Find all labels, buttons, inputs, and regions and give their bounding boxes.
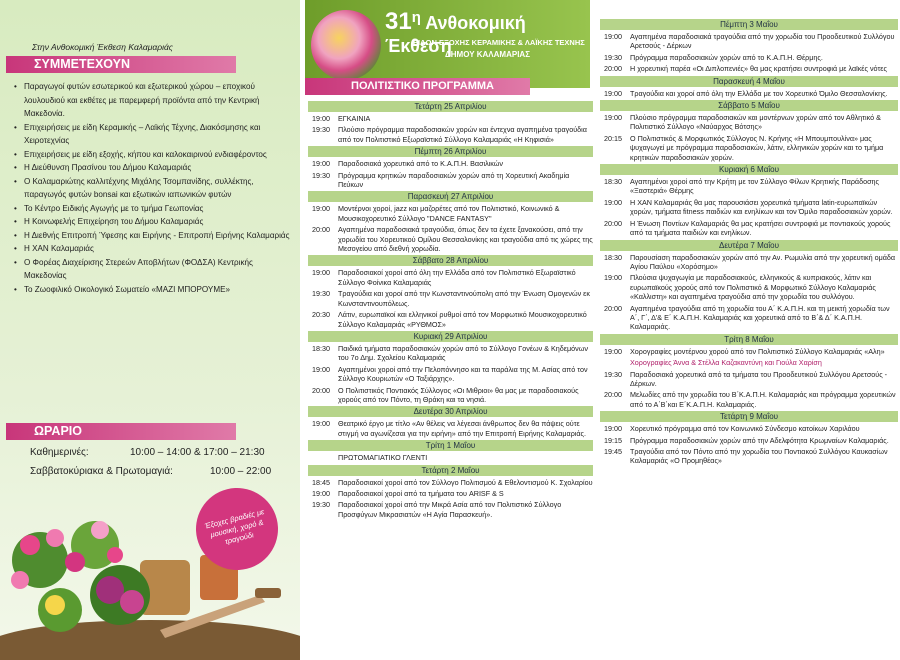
entry-description: Αγαπημένα τραγούδια από τη χορωδία του Α΄ Κ.Α.Π.Η. και τη μεικτή χορωδία των Α΄, Γ΄, Δ'& Ε΄ Κ.Α.Π.Η. Καλαμαριάς και χορευτικά από το Β΄& Δ΄ Κ.Α.Π.Η. Καλαμαριάς.	[630, 303, 890, 332]
hours-weekends	[30, 462, 271, 481]
participant-item: • Ο Φορέας Διαχείρισης Στερεών Αποβλήτων (ΦΟΔΣΑ) Κεντρικής Μακεδονίας	[14, 256, 290, 283]
entry-description: Μελωδίες από την χορωδία του Β΄Κ.Α.Π.Η. Καλαμαριάς και πρόγραμμα χορευτικών από το Α΄Β΄και Ε΄Κ.Α.Π.Η. Καλαμαριάς.	[630, 390, 896, 409]
day-header: Τρίτη 1 Μαΐου	[308, 440, 593, 451]
entry-time: 19:00	[604, 346, 622, 356]
exhibition-subtitle: ΕΙΔΩΝ ΕΞΟΧΗΣ ΚΕΡΑΜΙΚΗΣ & ΛΑΪΚΗΣ ΤΕΧΝΗΣ	[413, 38, 585, 47]
edition-number: 31	[385, 8, 412, 35]
program-entry	[600, 64, 898, 73]
entry-time: 19:00	[604, 424, 622, 434]
header-banner	[305, 0, 590, 88]
entry-description: Παραδοσιακοί χοροί από τα τμήματα του ARISF & S	[338, 488, 504, 498]
entry-time: 19:30	[312, 500, 330, 510]
program-entry	[308, 125, 593, 144]
entry-time	[308, 453, 338, 462]
entry-time: 20:00	[604, 303, 622, 313]
entry-time: 18:30	[604, 177, 622, 187]
entry-time: 20:00	[604, 64, 622, 74]
entry-time: 19:00	[604, 88, 622, 98]
entry-time: 18:30	[312, 343, 330, 353]
day-header: Τετάρτη 25 Απριλίου	[308, 101, 593, 112]
participant-item: • Η Κοινωφελής Επιχείρηση του Δήμου Καλαμαριάς	[14, 215, 290, 229]
entry-description: Χορευτικό πρόγραμμα από τον Κοινωνικό Σύνδεσμο κατοίκων Χαριλάου	[630, 424, 860, 434]
entry-time: 19:00	[312, 268, 330, 278]
day-header: Σάββατο 28 Απριλίου	[308, 255, 593, 266]
hours-value: 10:00 – 14:00 & 17:00 – 21:30	[130, 447, 265, 458]
hours-block	[30, 443, 271, 481]
program-column-1	[308, 100, 593, 521]
participant-item: • Η Διεύθυνση Πρασίνου του Δήμου Καλαμαριάς	[14, 161, 290, 175]
entry-time: 19:00	[312, 419, 330, 429]
entry-time: 18:45	[312, 477, 330, 487]
entry-time: 20:00	[312, 385, 330, 395]
entry-description: Πλούσια ψυχαγωγία με παραδοσιακούς, ελληνικούς & κυπριακούς, λάτιν και ευρωπαϊκούς χορούς από τον Πολιτιστικό & Μορφωτικό Σύλλογο Καλαμαριάς «Καλλιστη» και αγαπημένα τραγούδια από την χορωδία του συλλόγου.	[630, 273, 876, 302]
participant-item: • Παραγωγοί φυτών εσωτερικού και εξωτερικού χώρου – εποχικού λουλουδιού και εκθέτες με παρεμφερή προϊόντα από την Κεντρική Μακεδονία.	[14, 80, 290, 121]
entry-time: 19:30	[604, 369, 622, 379]
entry-description: Θεατρικό έργο με τίτλο «Αν θέλεις να λέγεσαι άνθρωπος δεν θα πάψεις ούτε στιγμή να αγωνίζεσαι για την ειρήνη» από την Επιτροπή Ειρήνης Καλαμαριάς.	[338, 419, 586, 438]
participant-item: • Η Διεθνής Επιτροπή Ύφεσης και Ειρήνης - Επιτροπή Ειρήνης Καλαμαριάς	[14, 229, 290, 243]
flower-photo	[311, 10, 381, 80]
entry-time: 18:30	[604, 252, 622, 262]
entry-description: Η ΧΑΝ Καλαμαριάς θα μας παρουσιάσει χορευτικά τμήματα latin-ευρωπαϊκών χορών, τμήματα fitness παιδιών και ενηλίκων και τον Όμιλο παραδοσιακών χορών.	[630, 197, 893, 217]
entry-description: Πρόγραμμα παραδοσιακών χορών από το Κ.Α.Π.Η. Θέρμης.	[630, 52, 823, 62]
entry-description: Πλούσιο πρόγραμμα παραδοσιακών χορών και έντεχνα αγαπημένα τραγούδια από τον Πολιτιστικό Εξωραϊστικό Σύλλογο Καλαμαριάς «Η Κηφισιά»	[338, 125, 587, 144]
program-entry	[308, 453, 593, 462]
entry-time: 19:00	[312, 159, 330, 169]
entry-time: 19:30	[604, 52, 622, 62]
entry-description: Αγαπημένα παραδοσιακά τραγούδια από την χορωδία του Προοδευτικού Συλλόγου Αρετσούς - Δέρκων	[630, 32, 895, 51]
program-entry	[600, 113, 898, 132]
program-entry	[308, 386, 593, 405]
entry-time: 19:00	[604, 273, 622, 283]
program-entry	[600, 424, 898, 433]
program-entry	[600, 219, 898, 238]
entry-description: Ο Πολιτιστικός Ποντιακός Σύλλογος «Οι Μιθριοι» θα μας με παραδοσιακούς χορούς από τον Πόντο, τη Θράκη και τα νησιά.	[338, 385, 579, 404]
day-header: Κυριακή 6 Μαΐου	[600, 164, 898, 175]
program-entry	[600, 370, 898, 389]
entry-description: Τραγούδια από τον Πόντο από την χορωδία του Ποντιακού Συλλόγου Καυκασίων Καλαμαριάς «Ο Προμηθέας»	[630, 447, 888, 466]
entry-description: Παρουσίαση παραδοσιακών χορών από την Αν. Ρωμυλία από την χορευτική ομάδα Αγίου Παύλου «Χορόσημο»	[630, 252, 896, 271]
day-header: Παρασκευή 4 Μαΐου	[600, 76, 898, 87]
participant-item: • Η ΧΑΝ Καλαμαριάς	[14, 242, 290, 256]
program-entry	[600, 32, 898, 51]
participants-list	[14, 80, 290, 296]
entry-description: Παραδοσιακά χορευτικά από το Κ.Α.Π.Η. Βασιλικών	[338, 159, 504, 169]
participant-item: • Επιχειρήσεις με είδη Κεραμικής – Λαϊκής Τέχνης, Διακόσμησης και Χειροτεχνίας	[14, 121, 290, 148]
entry-time: 19:00	[312, 364, 330, 374]
program-column-2	[600, 18, 898, 468]
entry-time: 19:15	[604, 435, 622, 445]
entry-description: Πρόγραμμα παραδοσιακών χορών από την Αδελφότητα Κρωμναίων Καλαμαριάς.	[630, 435, 889, 445]
program-entry	[600, 53, 898, 62]
edition-suffix: η	[411, 9, 421, 26]
entry-time: 19:00	[604, 113, 622, 123]
entry-description: Τραγούδια και χοροί από την Κωνσταντινούπολη από την Ένωση Ομογενών εκ Κωνσταντινουπόλεως.	[338, 289, 590, 308]
entry-time: 20:00	[312, 225, 330, 235]
entry-description: Λάτιν, ευρωπαϊκοί και ελληνικοί ρυθμοί από τον Μορφωτικό Μουσικοχορευτικό Σύλλογο Καλαμαριάς «ΡΥΘΜΟΣ»	[338, 310, 587, 329]
entry-time: 19:00	[604, 197, 622, 207]
program-heading: ΠΟΛΙΤΙΣΤΙΚΟ ΠΡΟΓΡΑΜΜΑ	[305, 78, 530, 95]
entry-description: Πρόγραμμα κρητικών παραδοσιακών χορών από τη Χορευτική Ακαδημία Πεύκων	[338, 170, 570, 190]
program-entry	[308, 310, 593, 329]
hours-value: 10:00 – 22:00	[210, 466, 272, 477]
entry-time: 20:00	[604, 218, 622, 228]
left-panel	[0, 0, 300, 660]
entry-time: 19:30	[312, 125, 330, 135]
entry-description: Χορογραφίες μοντέρνου χορού από τον Πολιτιστικό Σύλλογο Καλαμαριάς «Αλη»	[630, 346, 885, 356]
entry-time: 19:30	[312, 289, 330, 299]
events-badge: Έξοχες βραδιές με μουσική, χορό & τραγούδι	[187, 479, 286, 578]
participants-heading: ΣΥΜΜΕΤΕΧΟΥΝ	[6, 56, 236, 73]
program-entry	[308, 489, 593, 498]
day-header: Κυριακή 29 Απριλίου	[308, 331, 593, 342]
entry-time	[600, 358, 630, 367]
program-entry	[600, 273, 898, 301]
entry-description: Μοντέρνοι χοροί, jazz και μαζορέτες από τον Πολιτιστικό, Κοινωνικό & Μουσικοχορευτικό Σύλλογο "DANCE FANTASY"	[338, 204, 560, 223]
program-entry	[308, 289, 593, 308]
entry-time: 19:45	[604, 447, 622, 456]
program-entry	[600, 89, 898, 98]
entry-description: Τραγούδια και χοροί από όλη την Ελλάδα με τον Χορευτικό Όμιλο Θεσσαλονίκης.	[630, 88, 888, 98]
program-entry	[308, 419, 593, 438]
exhibition-name: Ανθοκομική Έκθεση	[385, 13, 526, 56]
entry-description: Αγαπημένοι χοροί από την Πελοπόννησο και τα παράλια της Μ. Ασίας από τον Σύλλογο Κουριωτών «Ο Ταξιάρχης».	[338, 364, 588, 384]
day-header: Τετάρτη 9 Μαΐου	[600, 411, 898, 422]
entry-description: Αγαπημένοι χοροί από την Κρήτη με τον Σύλλογο Φίλων Κρητικής Παράδοσης «Ξαστεριά» Θέρμης	[630, 177, 879, 196]
program-entry	[308, 171, 593, 190]
program-entry	[600, 347, 898, 356]
hours-label: Καθημερινές:	[30, 447, 89, 458]
program-entry	[308, 344, 593, 363]
day-header: Τρίτη 8 Μαΐου	[600, 334, 898, 345]
day-header: Παρασκευή 27 Απριλίου	[308, 191, 593, 202]
entry-description: Παραδοσιακά χορευτικά από τα τμήματα του Προοδευτικού Συλλόγου Αρετσούς - Δέρκων.	[630, 369, 888, 388]
program-entry	[600, 134, 898, 162]
entry-time: 19:00	[604, 32, 622, 41]
program-entry	[600, 390, 898, 409]
program-entry	[600, 447, 898, 466]
entry-description: Η χορευτική παρέα «Οι Διπλοπενιές» θα μας κρατήσει συντροφιά με λαϊκές νότες	[630, 64, 887, 74]
program-entry	[600, 304, 898, 332]
program-entry	[308, 114, 593, 123]
entry-description: Η Ένωση Ποντίων Καλαμαριάς θα μας κρατήσει συντροφιά με ποντιακούς χορούς από τα τμήματα παιδιών και ενηλίκων.	[630, 218, 891, 238]
day-header: Τετάρτη 2 Μαΐου	[308, 465, 593, 476]
hours-weekdays	[30, 443, 271, 462]
entry-description: ΠΡΩΤΟΜΑΓΙΑΤΙΚΟ ΓΛΕΝΤΙ	[338, 453, 428, 463]
entry-time: 19:00	[312, 204, 330, 214]
program-entry	[600, 177, 898, 196]
entry-time: 20:15	[604, 133, 622, 143]
entry-time: 20:30	[312, 310, 330, 320]
day-header: Πέμπτη 3 Μαΐου	[600, 19, 898, 30]
program-entry	[308, 159, 593, 168]
intro-text: Στην Ανθοκομική Έκθεση Καλαμαριάς	[32, 42, 173, 52]
program-entry	[308, 365, 593, 384]
participant-item: • Επιχειρήσεις με είδη εξοχής, κήπου και καλοκαιρινού ενδιαφέροντος	[14, 148, 290, 162]
day-header: Δευτέρα 30 Απριλίου	[308, 406, 593, 417]
program-entry	[308, 478, 593, 487]
hours-heading: ΩΡΑΡΙΟ	[6, 423, 236, 440]
entry-description: Παραδοσιακοί χοροί από όλη την Ελλάδα από τον Πολιτιστικό Εξωραϊστικό Σύλλογο Φοίνικα Καλαμαριάς	[338, 268, 576, 287]
program-entry	[308, 500, 593, 519]
entry-description: Παιδικά τμήματα παραδοσιακών χορών από το Σύλλογο Γονέων & Κηδεμόνων του 7ο Δημ. Σχολείου Καλαμαριάς	[338, 343, 588, 363]
municipality-name: ΔΗΜΟΥ ΚΑΛΑΜΑΡΙΑΣ	[445, 50, 530, 59]
participant-item: • Το Ζωοφιλικό Οικολογικό Σωματείο «ΜΑΖΙ ΜΠΟΡΟΥΜΕ»	[14, 283, 290, 297]
program-entry	[308, 204, 593, 223]
entry-description: Πλούσιο πρόγραμμα παραδοσιακών και μοντέρνων χορών από τον Αθλητικό & Πολιτιστικό Σύλλογο «Ναύαρχος Βότσης»	[630, 113, 881, 132]
day-header: Σάββατο 5 Μαΐου	[600, 100, 898, 111]
hours-label: Σαββατοκύριακα & Πρωτομαγιά:	[30, 466, 173, 477]
day-header: Δευτέρα 7 Μαΐου	[600, 240, 898, 251]
program-entry	[308, 225, 593, 253]
program-entry	[308, 268, 593, 287]
program-entry	[600, 358, 898, 367]
entry-time: 20:00	[604, 390, 622, 400]
entry-description: Παραδοσιακοί χοροί από τον Σύλλογο Πολιτισμού & Εθελοντισμού Κ. Σχολαρίου	[338, 477, 593, 487]
entry-description: Ο Πολιτιστικός & Μορφωτικός Σύλλογος Ν. Κρήνης «Η Μπουμπουλίνα» μας ψυχαγωγεί με πρόγραμμα παραδοσιακών, λάτιν, ελληνικών χορών και το τμήμα κρητικών παραδοσιακών χορών.	[630, 133, 884, 162]
entry-time: 19:30	[312, 170, 330, 180]
entry-description: Αγαπημένα παραδοσιακά τραγούδια, όπως δεν τα έχετε ξανακούσει, από την χορωδία του Χορευτικού Ομίλου Θεσσαλονίκης και τραγούδια από τις χώρες της Μεσογείου από διεθνή χορωδία.	[338, 225, 593, 254]
entry-time: 19:00	[312, 114, 330, 123]
participant-item: • Το Κέντρο Ειδικής Αγωγής με το τμήμα Γεωπονίας	[14, 202, 290, 216]
entry-description: Χορογραφίες Άννα & Στέλλα Καζακαντύνη και Γιούλα Χαρίση	[630, 358, 822, 368]
program-entry	[600, 253, 898, 272]
entry-time: 19:00	[312, 488, 330, 498]
day-header: Πέμπτη 26 Απριλίου	[308, 146, 593, 157]
program-entry	[600, 436, 898, 445]
program-entry	[600, 198, 898, 217]
entry-description: ΕΓΚΑΙΝΙΑ	[338, 114, 371, 123]
entry-description: Παραδοσιακοί χοροί από την Μικρά Ασία από τον Πολιτιστικό Σύλλογο Προσφύγων Μικρασιατών «Η Αγία Παρασκευή».	[338, 500, 562, 519]
participant-item: • Ο Καλαμαριώτης καλλιτέχνης Μιχάλης Τσομπανίδης, συλλέκτης, παραγωγός φυτών bonsai και εξωτικών ιαπωνικών φυτών	[14, 175, 290, 202]
